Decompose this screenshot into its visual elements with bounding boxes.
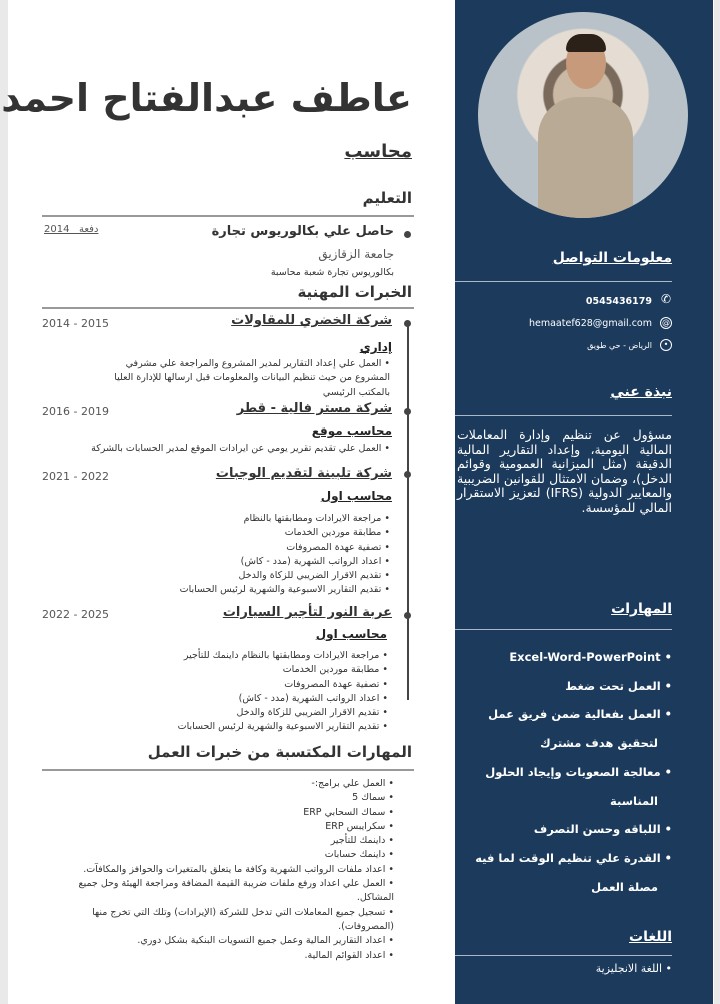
job-bullet: • تقديم الاقرار الضريبي للزكاة والدخل [90, 569, 390, 583]
skill-item: • العمل بفعالية ضمن فريق عمل [457, 700, 672, 729]
job-title: محاسب اول [315, 627, 387, 641]
languages-heading: اللغات [629, 929, 672, 945]
skill-bullet: • سماك 5 [64, 791, 394, 805]
divider [42, 215, 414, 217]
contact-email[interactable] [529, 317, 672, 329]
year: 2014 [44, 224, 70, 235]
degree-detail: بكالوريوس تجارة شعبة محاسبة [270, 267, 394, 278]
job-bullet: • تقديم التقارير الاسبوعية والشهرية لرئيس الحسابات [90, 583, 390, 597]
job-title: محاسب موقع [311, 424, 392, 438]
skill-bullet: • داينمك حسابات [64, 848, 394, 862]
company-name: شركة مستر فالية - قطر [236, 401, 392, 416]
graduation-year [44, 224, 98, 235]
about-heading: نبذة عني [610, 384, 672, 400]
job-title: محاسب اول [320, 489, 392, 503]
job-bullet: • اعداد الرواتب الشهرية (مدد - كاش) [90, 555, 390, 569]
email-address: hemaatef628@gmail.com [528, 317, 652, 329]
job-dates: 2021 - 2022 [42, 470, 109, 483]
job-bullet: • العمل علي إعداد التقارير لمدير المشروع والمراجعة علي مشرفي المشروع من حيث تنظيم البيانات والمعلومات قبل ارسالها للإدارة العليا بالمكتب الرئيسي [90, 357, 390, 400]
job-dates: 2014 - 2015 [42, 317, 109, 330]
location-text: الرياض - حي طويق [587, 340, 652, 350]
contact-heading: معلومات التواصل [552, 250, 672, 266]
job-title: إداري [359, 340, 392, 354]
phone-icon: ✆ [660, 292, 672, 306]
skill-item: • القدرة علي تنظيم الوقت لما فيه [457, 844, 672, 873]
degree: حاصل علي بكالوريوس تجارة [211, 224, 394, 239]
skill-bullet: • العمل علي برامج:- [64, 777, 394, 791]
divider [455, 629, 672, 630]
contact-location [587, 339, 672, 351]
job-bullet: • تقديم الاقرار الضريبي للزكاة والدخل [88, 706, 388, 720]
candidate-name: عاطف عبدالفتاح احمد [1, 76, 412, 120]
skill-item: المناسبة [610, 793, 658, 808]
job-bullet: • مطابقة موردين الخدمات [88, 663, 388, 677]
job-bullet: • تصفية عهدة المصروفات [88, 678, 388, 692]
timeline-line [407, 322, 409, 700]
skills-heading: المهارات [611, 601, 672, 617]
skill-bullet: • العمل علي اعداد ورفع ملفات ضريبة القيمة المضافة ومراجعة الهيئة وحل جميع المشاكل. [64, 877, 394, 906]
divider [42, 307, 414, 309]
company-name: عربة النور لتأجير السيارات [222, 605, 392, 620]
skill-bullet: • تسجيل جميع المعاملات التي تدخل للشركة (الإيرادات) وتلك التي تخرج منها (المصروفات). [64, 906, 394, 935]
job-bullet: • مراجعة الايرادات ومطابقتها بالنظام داينمك للتأجير [88, 649, 388, 663]
at-icon: @ [662, 318, 670, 327]
phone-number: 0545436179 [585, 295, 652, 307]
skill-item: • العمل تحت ضغط [457, 672, 672, 701]
job-bullet: • اعداد الرواتب الشهرية (مدد - كاش) [88, 692, 388, 706]
skill-item: مصلة العمل [591, 879, 658, 894]
bullet-dot [404, 231, 411, 238]
divider [455, 281, 672, 282]
skill-bullet: • اعداد القوائم المالية. [64, 949, 394, 963]
job-dates: 2016 - 2019 [42, 405, 109, 418]
skill-bullet: • سماك السحابي ERP [64, 806, 394, 820]
year-label: دفعة [79, 224, 99, 235]
job-bullet: • مطابقة موردين الخدمات [90, 526, 390, 540]
job-bullet: • تقديم التقارير الاسبوعية والشهرية لرئيس الحسابات [88, 720, 388, 734]
profile-photo [478, 12, 688, 218]
timeline-dot [404, 471, 411, 478]
skill-item: • اللباقه وحسن التصرف [457, 815, 672, 844]
contact-phone[interactable] [585, 292, 672, 307]
divider [455, 415, 672, 416]
timeline-dot [404, 612, 411, 619]
skill-item: • Excel-Word-PowerPoint [457, 643, 672, 672]
company-name: شركة تلبينة لتقديم الوجبات [215, 466, 392, 481]
education-heading: التعليم [362, 189, 412, 207]
timeline-dot [404, 320, 411, 327]
company-name: شركة الخضري للمقاولات [231, 313, 392, 328]
about-text: مسؤول عن تنظيم وإدارة المعاملات المالية اليومية، وإعداد التقارير المالية الدقيقة (مثل الميزانية العمومية وقوائم الدخل)، وضمان الامتثال للقوانين الضريبية والمعايير الدولية (IFRS) لتعزيز الاستقرار المالي للمؤسسة. [457, 427, 672, 515]
candidate-role: محاسب [344, 141, 412, 162]
skill-bullet: • سكرايبس ERP [64, 820, 394, 834]
divider [42, 769, 414, 771]
job-dates: 2022 - 2025 [42, 608, 109, 621]
timeline-dot [404, 408, 411, 415]
job-bullet: • العمل علي تقديم تقرير يومي عن ايرادات الموقع لمدير الحسابات بالشركة [90, 442, 390, 456]
skill-item: لتحقيق هدف مشترك [540, 736, 658, 751]
experience-heading: الخبرات المهنية [297, 283, 412, 301]
skill-bullet: • اعداد ملفات الرواتب الشهرية وكافة ما يتعلق بالمتغيرات والحوافز والمكافآت. [64, 863, 394, 877]
job-bullet: • تصفية عهدة المصروفات [90, 541, 390, 555]
university: جامعة الزقازيق [318, 247, 394, 261]
job-bullet: • مراجعة الايرادات ومطابقتها بالنظام [90, 512, 390, 526]
skill-item: • معالجة الصعوبات وإيجاد الحلول [457, 758, 672, 787]
skill-bullet: • داينمك للتأجير [64, 834, 394, 848]
language-item: • اللغة الانجليزية [596, 955, 672, 984]
acquired-skills-heading: المهارات المكتسبة من خبرات العمل [147, 743, 412, 761]
location-pin-icon: • [660, 339, 672, 351]
skill-bullet: • اعداد التقارير المالية وعمل جميع التسويات البنكية بشكل دوري. [64, 934, 394, 948]
